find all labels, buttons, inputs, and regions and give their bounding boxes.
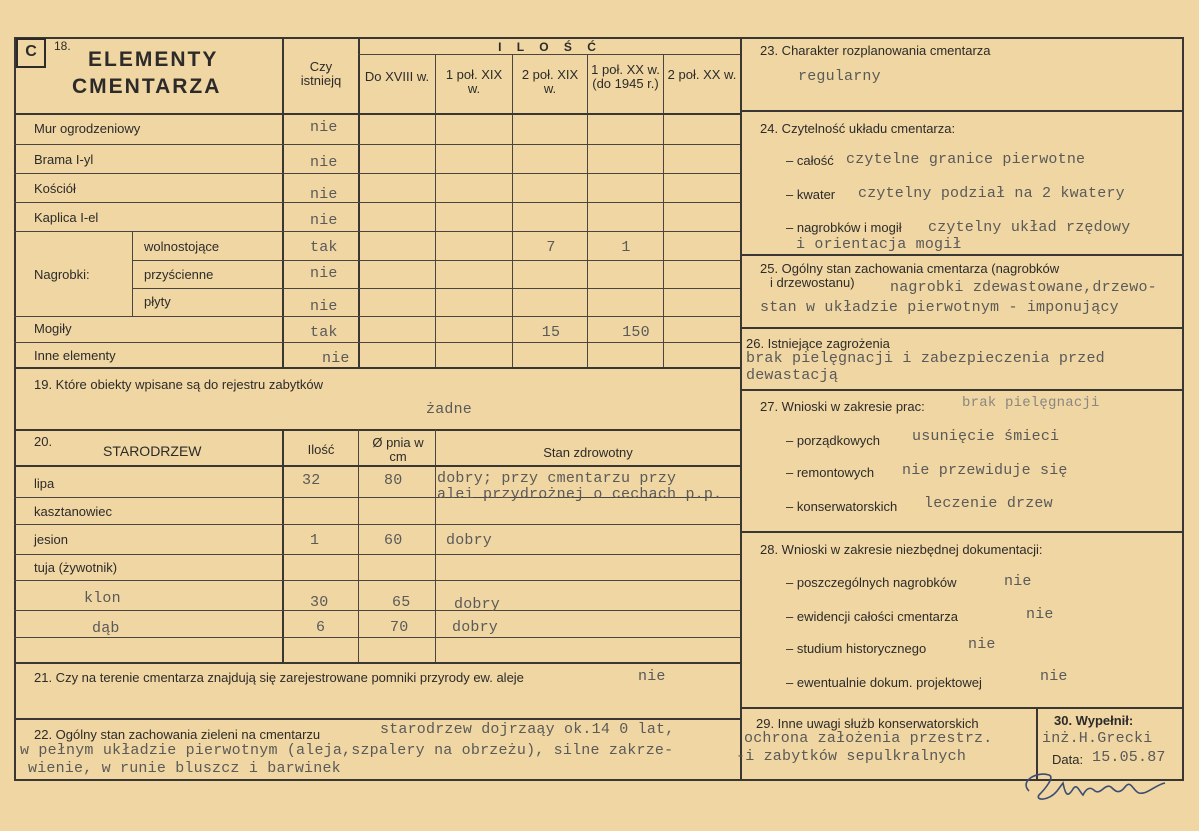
section-18-number: 18.: [54, 39, 71, 53]
qty-1pol-xx-wolnostojace: 1: [621, 239, 631, 256]
tree-species: tuja (żywotnik): [34, 560, 118, 575]
col-header-1pol-xix: 1 poł. XIX w.: [445, 67, 503, 96]
exists-value: tak: [310, 324, 338, 341]
tree-qty: 1: [310, 532, 320, 549]
row-label-inne: Inne elementy: [34, 348, 116, 363]
tree-diam: 70: [390, 619, 409, 636]
tree-health: alei przydrożnej o cechach p.p.: [437, 486, 723, 503]
section-30-date: 15.05.87: [1092, 749, 1166, 766]
section-20-title: STARODRZEW: [103, 443, 202, 459]
exists-value: nie: [310, 298, 338, 315]
section-18-title-line1: ELEMENTY: [88, 48, 219, 71]
section-27-rem-label: – remontowych: [786, 465, 875, 480]
section-23-label: 23. Charakter rozplanowania cmentarza: [760, 43, 991, 58]
section-letter-box: C: [16, 38, 46, 68]
row-label-brama: Brama I-yl: [34, 152, 94, 167]
section-24-nagrobkow-line1: czytelny układ rzędowy: [928, 219, 1131, 236]
section-21-label: 21. Czy na terenie cmentarza znajdują się zarejestrowane pomniki przyrody ew. aleje: [34, 670, 524, 685]
exists-value: nie: [310, 154, 338, 171]
row-label-mogily: Mogiły: [34, 321, 72, 336]
tree-qty: 30: [310, 594, 329, 611]
section-29-line2: -i zabytków sepulkralnych: [736, 748, 967, 765]
section-25-line1: nagrobki zdewastowane,drzewo-: [890, 279, 1157, 296]
col-header-1pol-xx: 1 poł. XX w. (do 1945 r.): [591, 62, 660, 91]
row-label-nagrobki: Nagrobki:: [34, 267, 90, 282]
section-28-item-label: – studium historycznego: [786, 641, 927, 656]
section-27-porz: usunięcie śmieci: [912, 428, 1060, 445]
col-header-qty: Ilość: [307, 442, 335, 457]
section-19-label: 19. Które obiekty wpisane są do rejestru zabytków: [34, 377, 324, 392]
exists-value: tak: [310, 239, 338, 256]
row-label-plyty: płyty: [144, 294, 171, 309]
exists-value: nie: [322, 350, 350, 367]
col-header-exists: Czy istniejq: [300, 59, 342, 88]
tree-qty: 6: [316, 619, 326, 636]
section-24-kwater: czytelny podział na 2 kwatery: [858, 185, 1125, 202]
section-24-nagrobkow-label: – nagrobków i mogił: [786, 220, 902, 235]
tree-health: dobry; przy cmentarzu przy: [437, 470, 677, 487]
exists-value: nie: [310, 212, 338, 229]
tree-diam: 80: [384, 472, 403, 489]
qty-2pol-xix-mogily: 15: [541, 324, 561, 341]
col-header-ilosc: I L O Ś Ć: [498, 40, 602, 54]
row-label-mur: Mur ogrodzeniowy: [34, 121, 141, 136]
section-21-answer: nie: [638, 668, 666, 685]
section-22-label: 22. Ogólny stan zachowania zieleni na cmentarzu: [34, 727, 321, 742]
exists-value: nie: [310, 265, 338, 282]
col-header-health: Stan zdrowotny: [543, 445, 633, 460]
tree-species: jesion: [34, 532, 68, 547]
section-26-line1: brak pielęgnacji i zabezpieczenia przed: [746, 350, 1105, 367]
section-24-calosc-label: – całość: [786, 153, 834, 168]
row-label-kosciol: Kościół: [34, 181, 76, 196]
section-28-item-value: nie: [1026, 606, 1054, 623]
section-25-label-line2: i drzewostanu): [770, 275, 855, 290]
section-19-answer: żadne: [426, 401, 473, 418]
section-28-item-value: nie: [1004, 573, 1032, 590]
section-28-item-value: nie: [1040, 668, 1068, 685]
col-header-xviii: Do XVIII w.: [364, 69, 430, 84]
section-22-line3: wienie, w runie bluszcz i barwinek: [28, 760, 341, 777]
tree-health: dobry: [454, 596, 501, 613]
section-18-title-line2: CMENTARZA: [72, 75, 222, 98]
section-26-label: 26. Istniejące zagrożenia: [746, 336, 890, 351]
section-23-answer: regularny: [798, 68, 881, 85]
row-label-wolnostojace: wolnostojące: [144, 239, 220, 254]
section-28-item-value: nie: [968, 636, 996, 653]
section-27-porz-label: – porządkowych: [786, 433, 880, 448]
section-29-line1: ochrona założenia przestrz.: [744, 730, 993, 747]
tree-species-typed: dąb: [92, 620, 120, 637]
section-30-date-label: Data:: [1052, 752, 1084, 767]
section-24-calosc: czytelne granice pierwotne: [846, 151, 1086, 168]
section-30-name: inż.H.Grecki: [1042, 730, 1153, 747]
col-header-diam: Ø pnia w cm: [372, 435, 424, 464]
section-27-note: brak pielęgnacji: [962, 395, 1100, 411]
tree-species: kasztanowiec: [34, 504, 113, 519]
row-label-przyscienne: przyścienne: [144, 267, 214, 282]
exists-value: nie: [310, 186, 338, 203]
signature: [1015, 765, 1175, 809]
section-30-label: 30. Wypełnił:: [1054, 713, 1134, 728]
qty-2pol-xix-wolnostojace: 7: [546, 239, 556, 256]
section-28-item-label: – ewidencji całości cmentarza: [786, 609, 958, 624]
section-20-number: 20.: [34, 434, 53, 449]
tree-diam: 65: [392, 594, 411, 611]
row-label-kaplica: Kaplica I-el: [34, 210, 99, 225]
tree-health: dobry: [446, 532, 493, 549]
section-28-item-label: – ewentualnie dokum. projektowej: [786, 675, 982, 690]
section-27-kons-label: – konserwatorskich: [786, 499, 898, 514]
tree-qty: 32: [302, 472, 321, 489]
section-29-label: 29. Inne uwagi służb konserwatorskich: [756, 716, 979, 731]
section-24-label: 24. Czytelność układu cmentarza:: [760, 121, 956, 136]
tree-species-typed: klon: [84, 590, 121, 607]
col-header-2pol-xix: 2 poł. XIX w.: [521, 67, 579, 96]
section-27-label: 27. Wnioski w zakresie prac:: [760, 399, 925, 414]
section-22-line2: w pełnym układzie pierwotnym (aleja,szpalery na obrzeżu), silne zakrze-: [20, 742, 674, 759]
tree-diam: 60: [384, 532, 403, 549]
section-24-nagrobkow-line2: i orientacja mogił: [796, 236, 962, 253]
section-24-kwater-label: – kwater: [786, 187, 836, 202]
section-25-line2: stan w układzie pierwotnym - imponujący: [760, 299, 1119, 316]
qty-1pol-xx-mogily: 150: [622, 324, 650, 341]
section-28-label: 28. Wnioski w zakresie niezbędnej dokumentacji:: [760, 542, 1043, 557]
col-header-2pol-xx: 2 poł. XX w.: [667, 67, 737, 82]
exists-value: nie: [310, 119, 338, 136]
tree-species: lipa: [34, 476, 55, 491]
section-28-item-label: – poszczególnych nagrobków: [786, 575, 957, 590]
section-25-label-line1: 25. Ogólny stan zachowania cmentarza (nagrobków: [760, 261, 1060, 276]
section-26-line2: dewastacją: [746, 367, 839, 384]
section-27-kons: leczenie drzew: [924, 495, 1053, 512]
tree-health: dobry: [452, 619, 499, 636]
section-27-rem: nie przewiduje się: [902, 462, 1068, 479]
section-22-line1: starodrzew dojrzaąy ok.14 0 lat,: [380, 721, 675, 738]
